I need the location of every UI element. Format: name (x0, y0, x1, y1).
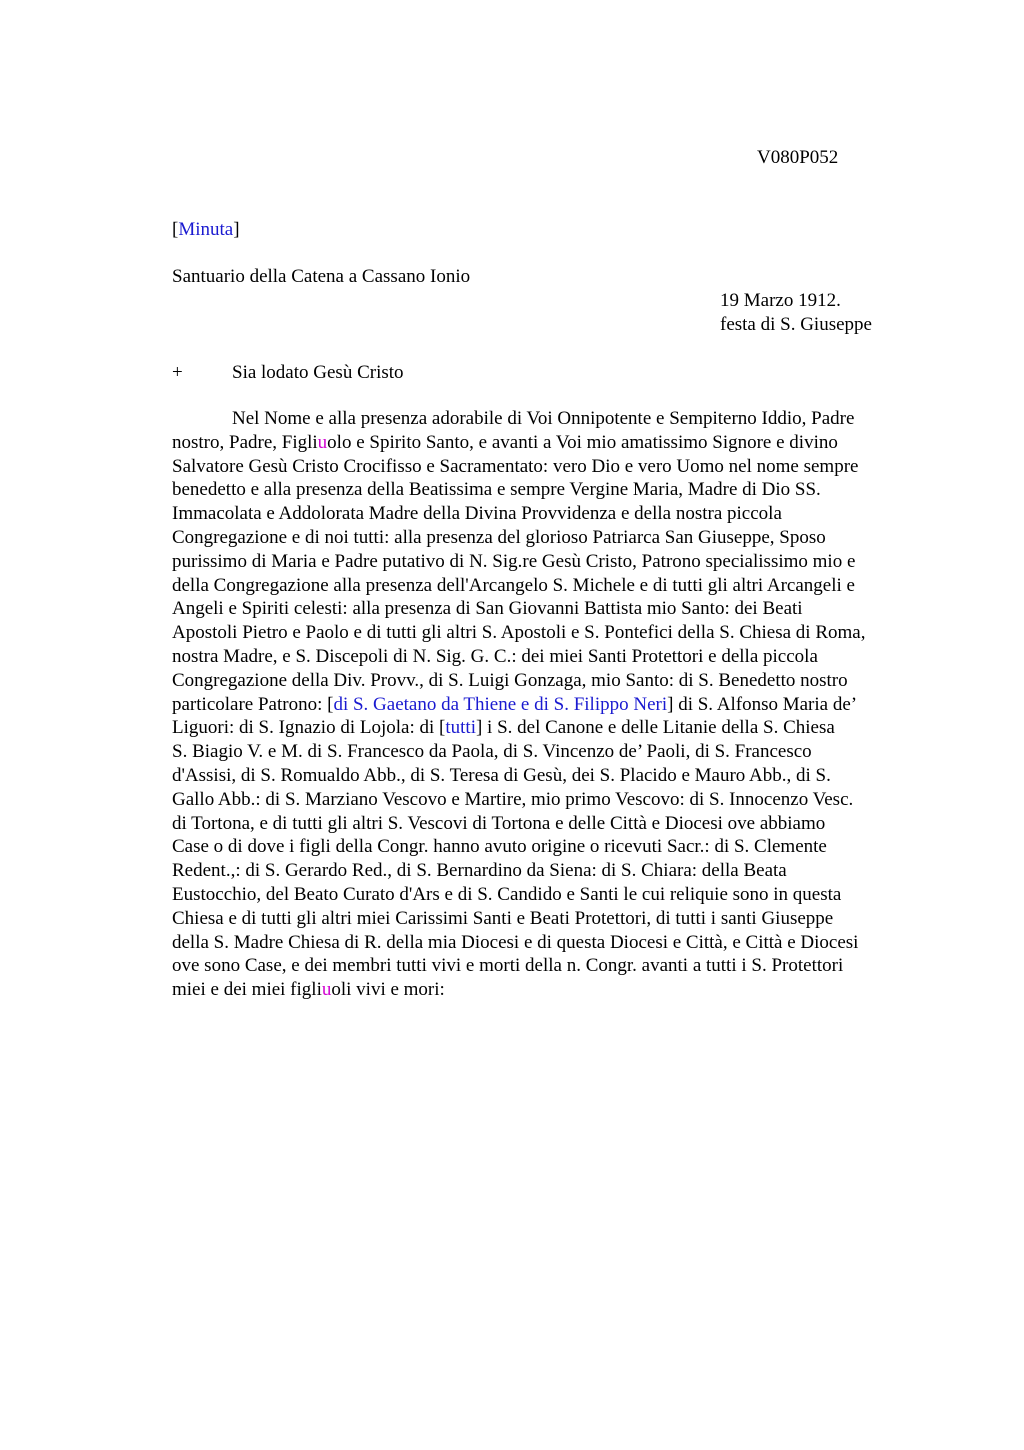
body-text-segment: olo e Spirito Santo, e avanti a Voi mio amatissimo Signore e divino (327, 431, 838, 453)
body-text-segment: Liguori: di S. Ignazio di Lojola: di [ (172, 717, 446, 739)
body-line (172, 812, 932, 836)
body-line (172, 764, 932, 788)
cross-symbol: + (172, 362, 183, 383)
body-line (172, 859, 932, 883)
body-line (172, 788, 932, 812)
invocation (172, 361, 404, 385)
body-line (172, 693, 932, 717)
body-text-segment: Case o di dove i figli della Congr. hanno avuto origine o ricevuti Sacr.: di S. Clemente (172, 836, 827, 858)
body-text-segment: di Tortona, e di tutti gli altri S. Vescovi di Tortona e delle Città e Diocesi ove abbiamo (172, 812, 826, 834)
body-line (172, 883, 932, 907)
body-line (172, 669, 932, 693)
body-text-segment: Gallo Abb.: di S. Marziano Vescovo e Martire, mio primo Vescovo: di S. Innocenzo Vesc. (172, 788, 854, 810)
body-text-segment: nostra Madre, e S. Discepoli di N. Sig. G. C.: dei miei Santi Protettori e della piccola (172, 645, 818, 667)
body-text-segment: della Congregazione alla presenza dell'Arcangelo S. Michele e di tutti gli altri Arcangeli e (172, 574, 855, 596)
body-line (172, 621, 932, 645)
body-text-segment: ove sono Case, e dei membri tutti vivi e morti della n. Congr. avanti a tutti i S. Protettori (172, 955, 844, 977)
date-line: 19 Marzo 1912. (720, 290, 841, 311)
body-text-segment: particolare Patrono: [ (172, 693, 334, 715)
body-text-segment: Eustocchio, del Beato Curato d'Ars e di S. Candido e Santi le cui reliquie sono in questa (172, 883, 842, 905)
body-text-segment: Immacolata e Addolorata Madre della Divina Provvidenza e della nostra piccola (172, 503, 782, 525)
reference-code: V080P052 (757, 147, 839, 168)
body-text-segment: della S. Madre Chiesa di R. della mia Diocesi e di questa Diocesi e Città, e Città e Diocesi (172, 931, 859, 953)
body-line (172, 431, 932, 455)
body-line (172, 740, 932, 764)
body-text-segment: Apostoli Pietro e Paolo e di tutti gli altri S. Apostoli e S. Pontefici della S. Chiesa di Roma, (172, 622, 866, 644)
body-text-segment: d'Assisi, di S. Romualdo Abb., di S. Teresa di Gesù, dei S. Placido e Mauro Abb., di S. (172, 764, 831, 786)
body-text-segment: purissimo di Maria e Padre putativo di N. Sig.re Gesù Cristo, Patrono specialissimo mio e (172, 550, 856, 572)
body-line (172, 550, 932, 574)
body-line (172, 978, 932, 1002)
body-text-segment: Chiesa e di tutti gli altri miei Carissimi Santi e Beati Protettori, di tutti i santi Giuseppe (172, 907, 834, 929)
body-text-segment: benedetto e alla presenza della Beatissima e sempre Vergine Maria, Madre di Dio SS. (172, 479, 821, 501)
body-text-segment: ] di S. Alfonso Maria de’ (667, 693, 858, 715)
body-line (172, 574, 932, 598)
correction-mark: u (317, 431, 328, 453)
body-line (172, 716, 932, 740)
body-line (172, 645, 932, 669)
body-line (172, 502, 932, 526)
invocation-text: Sia lodato Gesù Cristo (232, 362, 404, 383)
body-text-segment: S. Biagio V. e M. di S. Francesco da Paola, di S. Vincenzo de’ Paoli, di S. Francesco (172, 741, 812, 763)
body-line (172, 931, 932, 955)
body-line (172, 907, 932, 931)
body-paragraph (172, 407, 932, 1002)
place-line: Santuario della Catena a Cassano Ionio (172, 266, 471, 287)
feast-line: festa di S. Giuseppe (720, 314, 872, 335)
date-block (720, 289, 872, 337)
body-text-segment: oli vivi e mori: (331, 979, 445, 1001)
body-text-segment: miei e dei miei figli (172, 979, 322, 1001)
body-text-segment: Redent.,: di S. Gerardo Red., di S. Bernardino da Siena: di S. Chiara: della Beata (172, 860, 787, 882)
body-text-segment: Congregazione della Div. Provv., di S. Luigi Gonzaga, mio Santo: di S. Benedetto nostro (172, 669, 848, 691)
body-line (172, 407, 932, 431)
editorial-insertion: di S. Gaetano da Thiene e di S. Filippo Neri (333, 693, 668, 715)
minuta-label: [Minuta] (172, 219, 240, 240)
body-text-segment: ] i S. del Canone e delle Litanie della S. Chiesa (475, 717, 835, 739)
body-line (172, 526, 932, 550)
body-text-segment: Nel Nome e alla presenza adorabile di Voi Onnipotente e Sempiterno Iddio, Padre (232, 408, 855, 429)
body-line (172, 478, 932, 502)
correction-mark: u (321, 979, 332, 1001)
body-text-segment: Congregazione e di noi tutti: alla presenza del glorioso Patriarca San Giuseppe, Sposo (172, 526, 826, 548)
minuta-label-text: Minuta (178, 219, 234, 240)
body-text-segment: nostro, Padre, Figli (172, 431, 318, 453)
body-text-segment: Salvatore Gesù Cristo Crocifisso e Sacramentato: vero Dio e vero Uomo nel nome sempre (172, 455, 859, 477)
body-text-segment: Angeli e Spiriti celesti: alla presenza di San Giovanni Battista mio Santo: dei Beati (172, 598, 803, 620)
body-line (172, 455, 932, 479)
body-line (172, 835, 932, 859)
body-line (172, 954, 932, 978)
editorial-insertion: tutti (445, 717, 476, 739)
body-line (172, 597, 932, 621)
